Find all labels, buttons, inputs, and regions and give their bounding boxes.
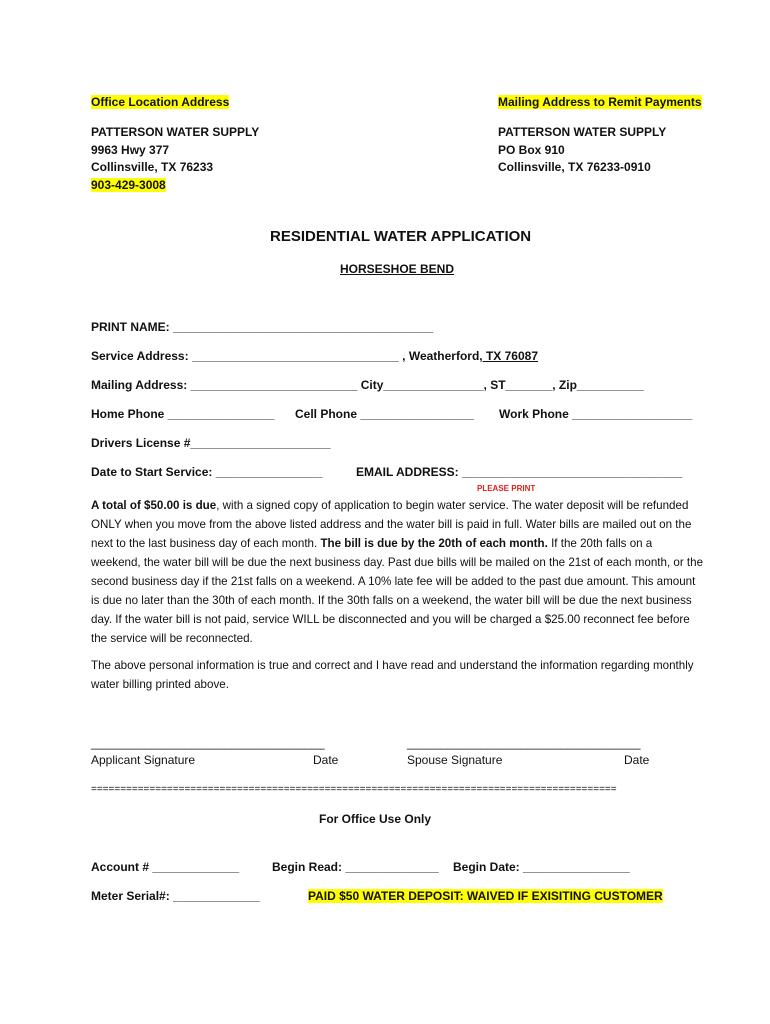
spouse-date-label: Date (624, 753, 650, 767)
mailing-name: PATTERSON WATER SUPPLY (498, 125, 667, 139)
spouse-signature-label: Spouse Signature (407, 753, 503, 767)
work-phone-field[interactable]: Work Phone __________________ (499, 407, 693, 421)
office-street: 9963 Hwy 377 (91, 143, 170, 157)
email-field[interactable]: EMAIL ADDRESS: _________________________________ (356, 465, 683, 479)
terms-paragraph (91, 496, 705, 648)
drivers-license-field[interactable]: Drivers License #_____________________ (91, 436, 331, 450)
office-use-heading: For Office Use Only (319, 812, 432, 826)
page-title: RESIDENTIAL WATER APPLICATION (270, 228, 532, 245)
office-city: Collinsville, TX 76233 (91, 160, 214, 174)
terms-text-1: , with a signed copy of application to begin water service. The water deposit will be refunded ONLY when you move from the above listed address and the water bill is paid in full. Water bills are mailed out on the next to the last business day of each month. (91, 499, 692, 550)
service-address-label: Service Address: _______________________________ , Weatherford, (91, 349, 483, 363)
office-name: PATTERSON WATER SUPPLY (91, 125, 260, 139)
home-phone-field[interactable]: Home Phone ________________ (91, 407, 275, 421)
applicant-signature-label: Applicant Signature (91, 753, 196, 767)
mailing-pobox: PO Box 910 (498, 143, 565, 157)
separator-line: ========================================================================================== (91, 784, 617, 795)
begin-read-field[interactable]: Begin Read: ______________ (272, 860, 439, 874)
deposit-note: PAID $50 WATER DEPOSIT: WAIVED IF EXISITING CUSTOMER (308, 889, 663, 903)
print-name-field[interactable]: PRINT NAME: _______________________________________ (91, 320, 434, 334)
mailing-heading: Mailing Address to Remit Payments (498, 95, 702, 109)
service-address-zip: TX 76087 (482, 349, 538, 363)
office-phone: 903-429-3008 (91, 178, 166, 192)
applicant-signature-line[interactable]: ___________________________________ (91, 736, 325, 750)
please-print-note: PLEASE PRINT (477, 484, 536, 493)
applicant-date-label: Date (313, 753, 339, 767)
cell-phone-field[interactable]: Cell Phone _________________ (295, 407, 474, 421)
terms-bold-due: The bill is due by the 20th of each month. (320, 537, 548, 550)
mailing-city: Collinsville, TX 76233-0910 (498, 160, 651, 174)
mailing-address-field[interactable]: Mailing Address: _________________________ City_______________, ST_______, Zip__________ (91, 378, 644, 392)
terms-text-2: If the 20th falls on a weekend, the water bill will be due the next business day. Past due bills will be mailed on the 21st of each month, or the second business day if the 21st falls on a weekend. A 10% late fee will be added to the past due amount. This amount is due no later than the 30th of each month. If the 30th falls on a weekend, the water bill will be due the next business day. If the water bill is not paid, service WILL be disconnected and you will be charged a $25.00 reconnect fee before the service will be reconnected. (91, 537, 704, 645)
service-address-field[interactable] (91, 349, 538, 363)
begin-date-field[interactable]: Begin Date: ________________ (453, 860, 630, 874)
terms-bold-total: A total of $50.00 is due (91, 499, 217, 512)
meter-serial-field[interactable]: Meter Serial#: _____________ (91, 889, 260, 903)
acknowledgement-paragraph (91, 656, 705, 694)
office-heading: Office Location Address (91, 95, 230, 109)
page-subtitle: HORSESHOE BEND (340, 262, 455, 276)
start-date-field[interactable]: Date to Start Service: ________________ (91, 465, 323, 479)
spouse-signature-line[interactable]: ___________________________________ (407, 736, 641, 750)
acknowledgement-text: The above personal information is true and correct and I have read and understand the information regarding monthly water billing printed above. (91, 659, 694, 691)
account-field[interactable]: Account # _____________ (91, 860, 240, 874)
